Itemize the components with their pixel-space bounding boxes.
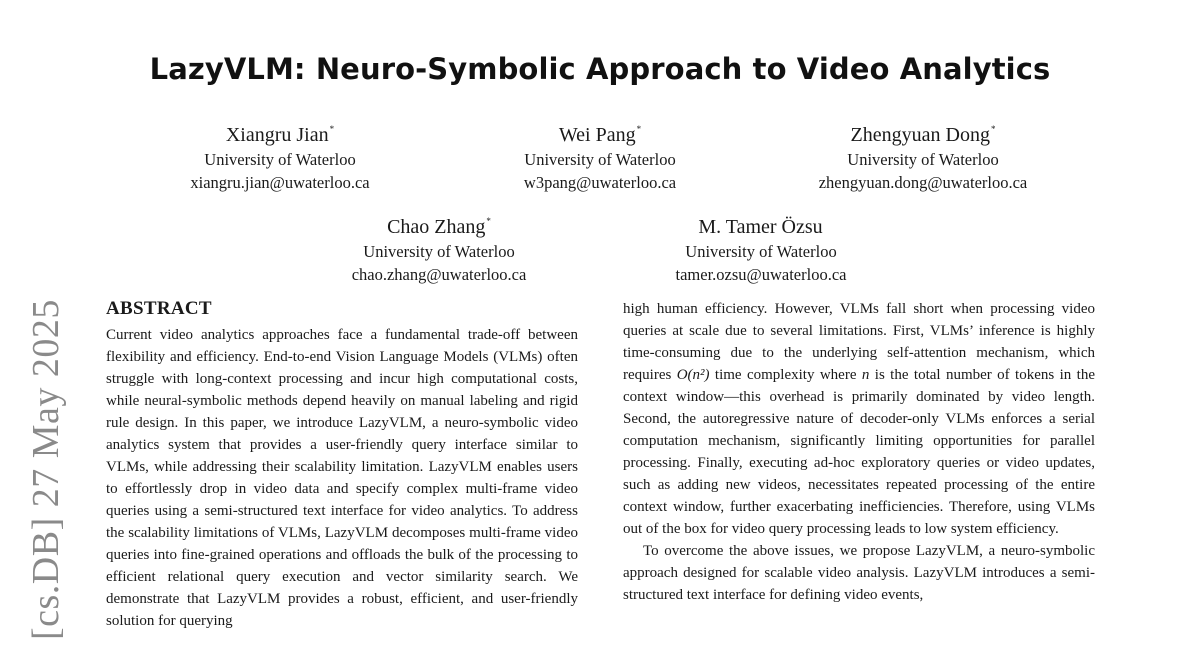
equal-contribution-mark: * — [990, 124, 996, 134]
equal-contribution-mark: * — [329, 124, 335, 134]
author-affiliation: University of Waterloo — [363, 242, 515, 261]
author-block — [601, 208, 921, 286]
complexity-formula: O(n²) — [676, 367, 710, 383]
author-email: xiangru.jian@uwaterloo.ca — [190, 173, 370, 192]
author-block — [440, 116, 760, 194]
author-affiliation: University of Waterloo — [847, 150, 999, 169]
author-email: tamer.ozsu@uwaterloo.ca — [675, 265, 847, 284]
author-name: Wei Pang* — [558, 124, 642, 146]
abstract-paragraph: Current video analytics approaches face a fundamental trade-off between flexibility and efficiency. End-to-end Vision Language Models (VLMs) often struggle with long-context processing and incur high computational costs, while neural-symbolic methods depend heavily on manual labeling and rigid rule design. In this paper, we introduce LazyVLM, a neuro-symbolic video analytics system that provides a user-friendly query interface similar to VLMs, while addressing their scalability limitation. LazyVLM enables users to effortlessly drop in video data and specify complex multi-frame video queries using a semi-structured text interface for video analytics. To address the scalability limitations of VLMs, LazyVLM decomposes multi-frame video queries into fine-grained operations and offloads the bulk of the processing to efficient relational query execution and vector similarity search. We demonstrate that LazyVLM provides a robust, efficient, and user-friendly solution for querying — [106, 327, 578, 629]
paper-title: LazyVLM: Neuro-Symbolic Approach to Video Analytics — [149, 52, 1051, 86]
intro-paragraph: high human efficiency. However, VLMs fall short when processing video queries at scale due to several limitations. First, VLMs’ inference is highly time-consuming due to the underlying self-attention mechanism, which requires O(n²) time complexity where n is the total number of tokens in the context window—this overhead is primarily dominated by video length. Second, the autoregressive nature of decoder-only VLMs enforces a serial computation mechanism, significantly limiting opportunities for parallel processing. Finally, executing ad-hoc exploratory queries or video updates, such as adding new videos, necessitates repeated processing of the entire context window, further exacerbating inefficiencies. Therefore, using VLMs out of the box for video query processing leads to low system efficiency. — [623, 301, 1095, 537]
author-email: zhengyuan.dong@uwaterloo.ca — [818, 173, 1028, 192]
intro-paragraph: To overcome the above issues, we propose LazyVLM, a neuro-symbolic approach designed for scalable video analysis. LazyVLM introduces a semi-structured text interface for defining video events, — [623, 543, 1095, 603]
author-affiliation: University of Waterloo — [685, 242, 837, 261]
author-name: Chao Zhang* — [387, 216, 491, 238]
arxiv-stamp: [cs.DB] 27 May 2025 — [25, 299, 67, 640]
author-name: Zhengyuan Dong* — [850, 124, 996, 146]
math-variable: n — [861, 367, 870, 383]
author-email: chao.zhang@uwaterloo.ca — [351, 265, 527, 284]
intro-column — [623, 298, 1095, 606]
author-name: M. Tamer Özsu — [698, 216, 823, 238]
equal-contribution-mark: * — [636, 124, 642, 134]
author-email: w3pang@uwaterloo.ca — [523, 173, 677, 192]
abstract-column — [106, 296, 578, 632]
author-affiliation: University of Waterloo — [524, 150, 676, 169]
author-affiliation: University of Waterloo — [204, 150, 356, 169]
author-block — [763, 116, 1083, 194]
author-name: Xiangru Jian* — [225, 124, 335, 146]
author-block — [120, 116, 440, 194]
author-block — [279, 208, 599, 286]
abstract-heading: ABSTRACT — [106, 298, 212, 319]
equal-contribution-mark: * — [486, 216, 491, 226]
